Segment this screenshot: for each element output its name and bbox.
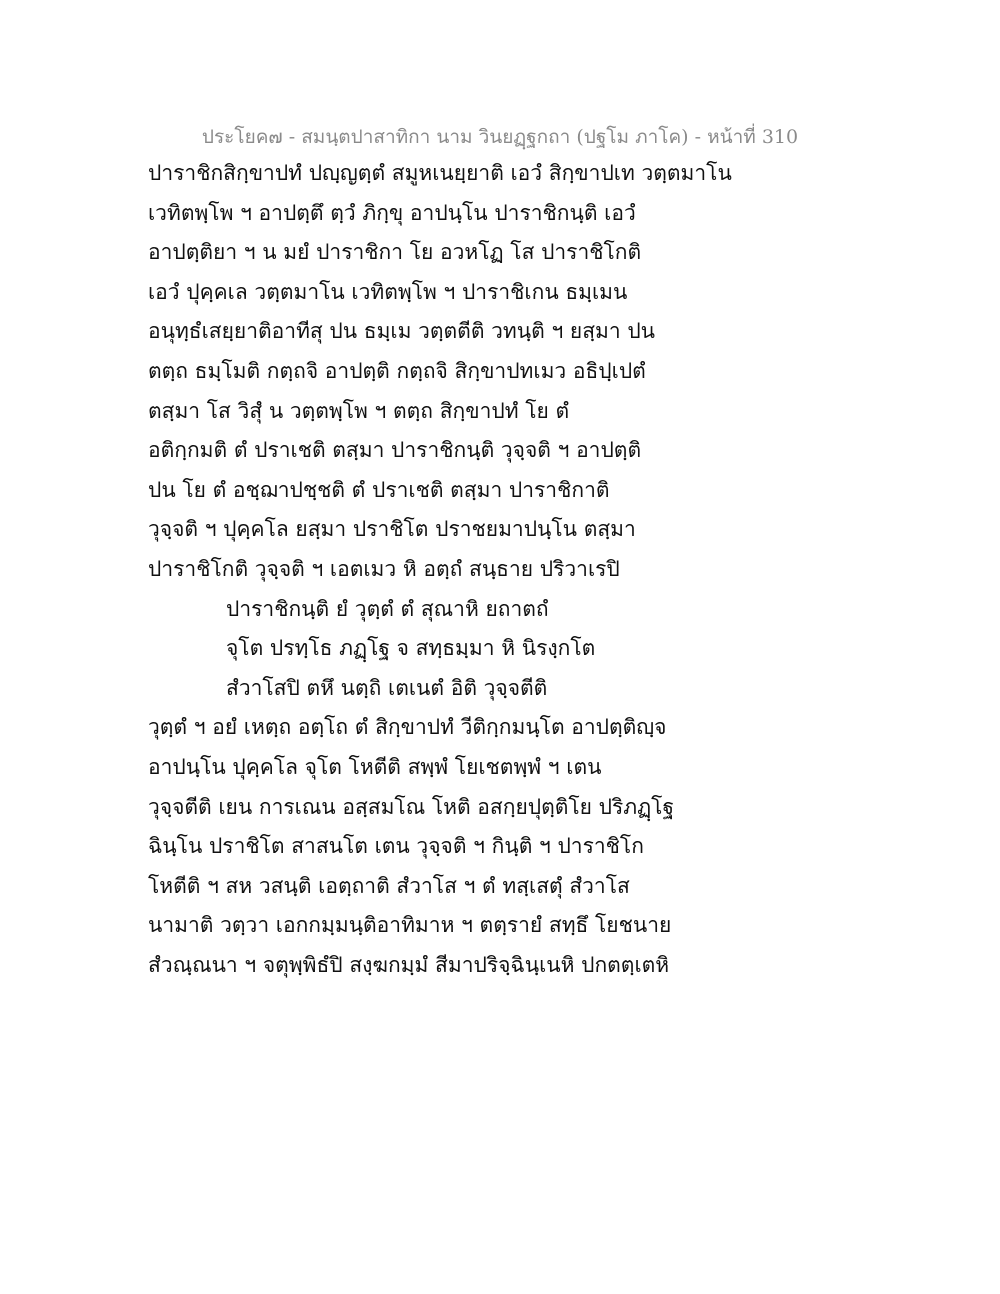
text-line: เวทิตพฺโพ ฯ อาปตฺตึ ตฺวํ ภิกฺขุ อาปนฺโน ปาราชิกนฺติ เอวํ xyxy=(148,200,636,225)
text-line: สํวณฺณนา ฯ จตุพฺพิธํปิ สงฺฆกมฺมํ สีมาปริจฺฉินฺเนหิ ปกตตฺเตหิ xyxy=(148,952,670,977)
text-line: ฉินฺโน ปราชิโต สาสนโต เตน วุจฺจติ ฯ กินฺติ ฯ ปาราชิโก xyxy=(148,834,644,859)
page-header: ประโยค๗ - สมนฺตปาสาทิกา นาม วินยฏฺฐกถา (ปฐโม ภาโค) - หน้าที่ 310 xyxy=(201,126,799,148)
page-body xyxy=(148,154,848,985)
text-line: วุตฺตํ ฯ อยํ เหตฺถ อตฺโถ ตํ สิกฺขาปทํ วีติกฺกมนฺโต อาปตฺติญฺจ xyxy=(148,715,667,740)
text-line: ปาราชิโกติ วุจฺจติ ฯ เอตเมว หิ อตฺถํ สนฺธาย ปริวาเรปิ xyxy=(148,556,620,581)
text-line: โหตีติ ฯ สห วสนฺติ เอตฺถาติ สํวาโส ฯ ตํ ทสฺเสตุํ สํวาโส xyxy=(148,873,630,898)
text-line: วุจฺจติ ฯ ปุคฺคโล ยสฺมา ปราชิโต ปราชยมาปนฺโน ตสฺมา xyxy=(148,517,636,542)
text-line: อนุทฺธํเสยฺยาติอาทีสุ ปน ธมฺเม วตฺตตีติ วทนฺติ ฯ ยสฺมา ปน xyxy=(148,319,656,344)
text-line: อาปตฺติยา ฯ น มยํ ปาราชิกา โย อวหโฏ โส ปาราชิโกติ xyxy=(148,240,642,265)
text-line: อติกฺกมติ ตํ ปราเชติ ตสฺมา ปาราชิกนฺติ วุจฺจติ ฯ อาปตฺติ xyxy=(148,438,642,463)
text-line: อาปนฺโน ปุคฺคโล จุโต โหตีติ สพฺพํ โยเชตพฺพํ ฯ เตน xyxy=(148,754,602,779)
verse-line: จุโต ปรทฺโธ ภฏฺโฐ จ สทฺธมฺมา หิ นิรงฺกโต xyxy=(226,636,596,661)
verse-line: สํวาโสปิ ตหึ นตฺถิ เตเนตํ อิติ วุจฺจตีติ xyxy=(226,675,548,700)
text-line: นามาติ วตฺวา เอกกมฺมนฺติอาทิมาห ฯ ตตฺรายํ สทฺธึ โยชนาย xyxy=(148,913,672,938)
text-line: ปาราชิกสิกฺขาปทํ ปญฺญตฺตํ สมูหเนยฺยาติ เอวํ สิกฺขาปเท วตฺตมาโน xyxy=(148,161,732,185)
text-line: ตสฺมา โส วิสุํ น วตฺตพฺโพ ฯ ตตฺถ สิกฺขาปทํ โย ตํ xyxy=(148,398,570,423)
text-line: ปน โย ตํ อชฺฌาปชฺชติ ตํ ปราเชติ ตสฺมา ปาราชิกาติ xyxy=(148,477,610,502)
text-line: เอวํ ปุคฺคเล วตฺตมาโน เวทิตพฺโพ ฯ ปาราชิเกน ธมฺเมน xyxy=(148,279,628,304)
text-line: วุจฺจตีติ เยน การเณน อสฺสมโณ โหติ อสกฺยปุตฺติโย ปริภฏฺโฐ xyxy=(148,794,675,819)
text-line: ตตฺถ ธมฺโมติ กตฺถจิ อาปตฺติ กตฺถจิ สิกฺขาปทเมว อธิปฺเปตํ xyxy=(148,358,646,383)
verse-line: ปาราชิกนฺติ ยํ วุตฺตํ ตํ สุณาหิ ยถาตถํ xyxy=(226,596,549,621)
